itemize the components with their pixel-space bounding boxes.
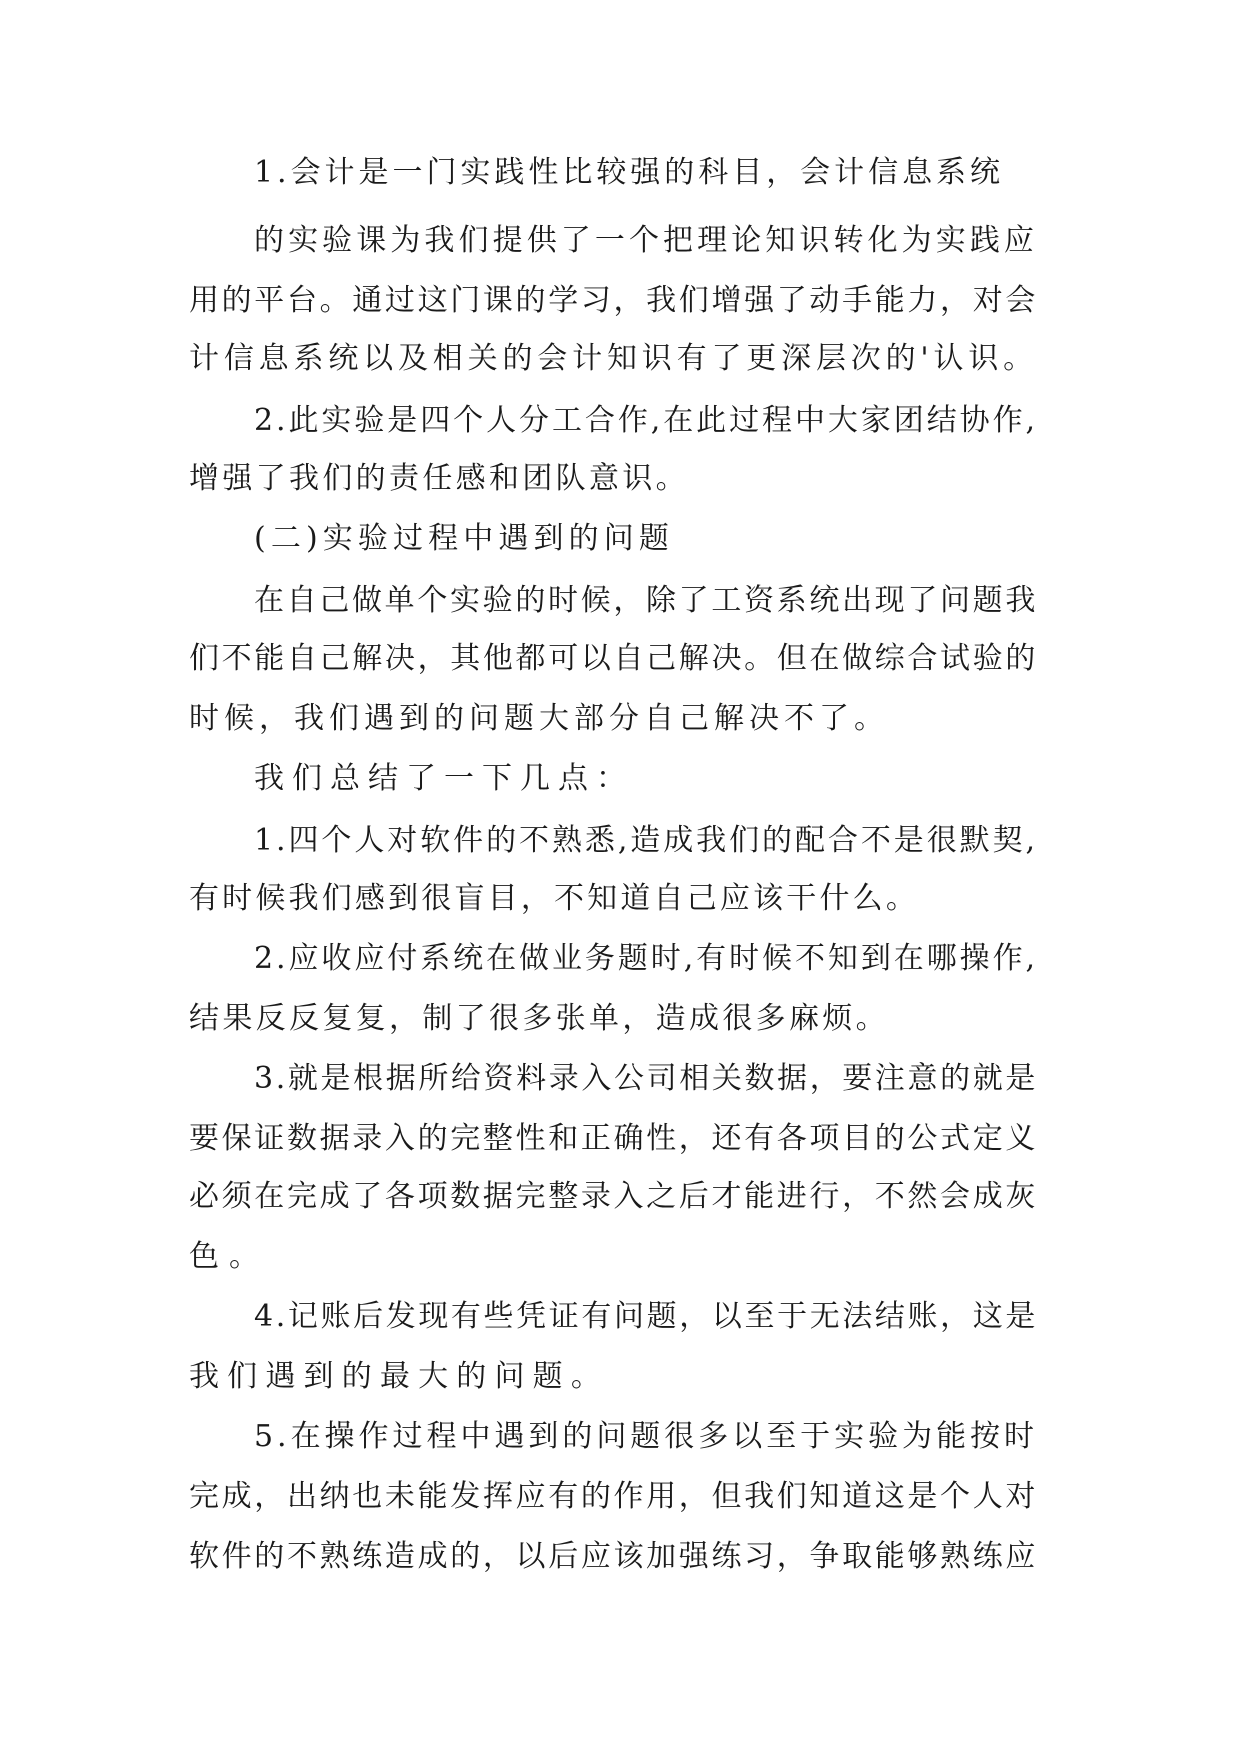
text-line: 计信息系统以及相关的会计知识有了更深层次的'认识。 (189, 341, 1038, 376)
text-line: 2.应收应付系统在做业务题时,有时候不知到在哪操作, (254, 941, 1038, 976)
text-line: 在自己做单个实验的时候，除了工资系统出现了问题我 (254, 583, 1038, 618)
text-line: 们不能自己解决，其他都可以自己解决。但在做综合试验的 (189, 641, 1038, 676)
text-line: 必须在完成了各项数据完整录入之后才能进行，不然会成灰 (189, 1179, 1038, 1214)
text-line: 3.就是根据所给资料录入公司相关数据，要注意的就是 (254, 1061, 1038, 1096)
text-line: 我们总结了一下几点： (254, 761, 634, 796)
text-line: 4.记账后发现有些凭证有问题，以至于无法结账，这是 (254, 1299, 1038, 1334)
text-line: 1.会计是一门实践性比较强的科目，会计信息系统 (254, 155, 1004, 190)
text-line: 1.四个人对软件的不熟悉,造成我们的配合不是很默契, (254, 823, 1038, 858)
text-line: 我们遇到的最大的问题。 (189, 1359, 609, 1394)
section-heading: (二)实验过程中遇到的问题 (254, 521, 674, 556)
text-line: 增强了我们的责任感和团队意识。 (189, 461, 689, 496)
text-line: 5.在操作过程中遇到的问题很多以至于实验为能按时 (254, 1419, 1038, 1454)
text-line: 有时候我们感到很盲目，不知道自己应该干什么。 (189, 881, 919, 916)
text-line: 软件的不熟练造成的，以后应该加强练习，争取能够熟练应 (189, 1539, 1038, 1574)
text-line: 色。 (189, 1239, 269, 1274)
text-line: 完成，出纳也未能发挥应有的作用，但我们知道这是个人对 (189, 1479, 1038, 1514)
text-line: 用的平台。通过这门课的学习，我们增强了动手能力，对会 (189, 283, 1038, 318)
text-line: 的实验课为我们提供了一个把理论知识转化为实践应 (254, 223, 1038, 258)
text-line: 2.此实验是四个人分工合作,在此过程中大家团结协作, (254, 403, 1038, 438)
text-line: 时候，我们遇到的问题大部分自己解决不了。 (189, 701, 889, 736)
text-line: 结果反反复复，制了很多张单，造成很多麻烦。 (189, 1001, 889, 1036)
text-line: 要保证数据录入的完整性和正确性，还有各项目的公式定义 (189, 1121, 1038, 1156)
